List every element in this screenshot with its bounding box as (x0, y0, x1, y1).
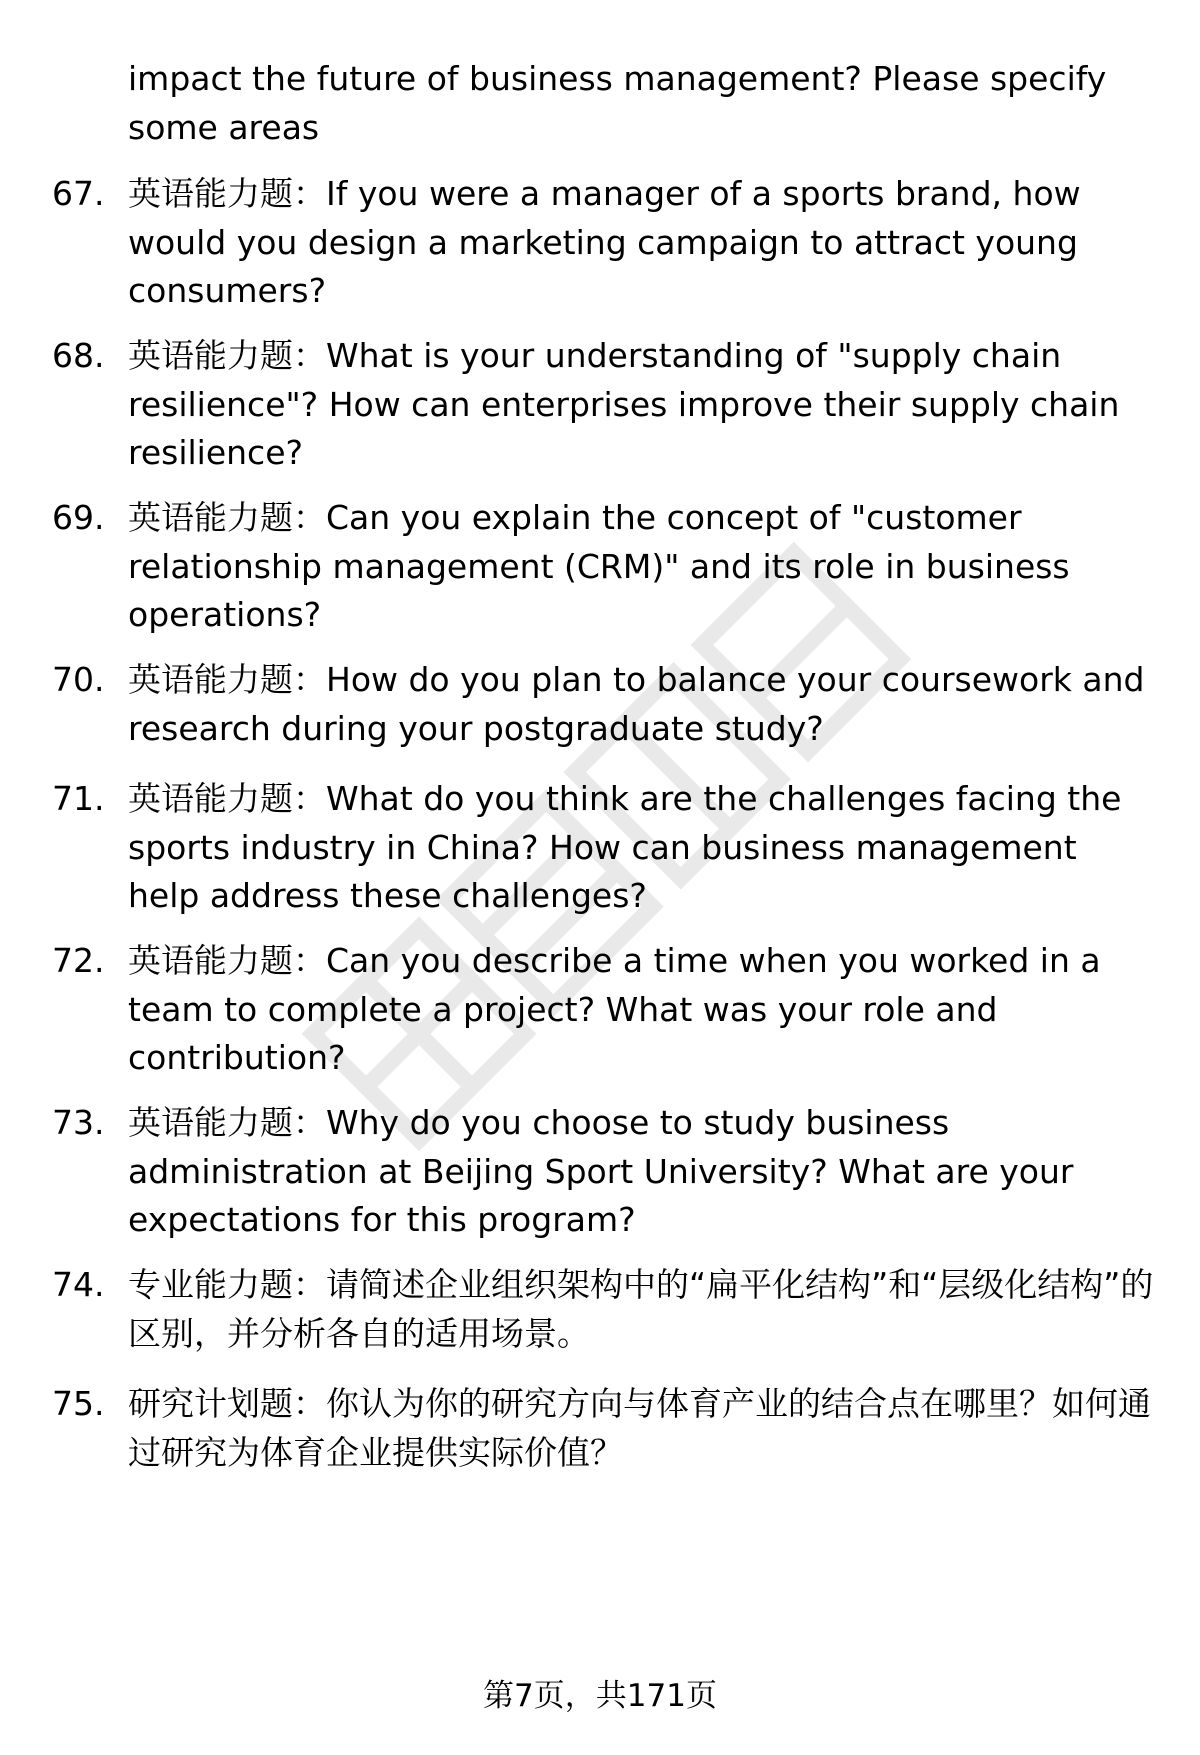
question-label: 专业能力题： (128, 1265, 326, 1304)
question-body (128, 1261, 1158, 1358)
question-body (128, 656, 1158, 753)
question-number: 75. (52, 1384, 105, 1423)
question-body (128, 1099, 1158, 1245)
question-body (128, 170, 1158, 316)
question-label: 英语能力题： (128, 660, 326, 699)
question-label: 英语能力题： (128, 336, 326, 375)
question-number: 74. (52, 1265, 105, 1304)
question-number: 69. (52, 498, 105, 537)
question-text: What is your understanding of "supply chain resilience"? How can enterprises improve their supply chain resilience? (128, 336, 1120, 472)
page-footer: 第7页，共171页 (483, 1678, 717, 1714)
question-number: 67. (52, 174, 105, 213)
question-body (128, 332, 1158, 478)
question-number: 72. (52, 941, 105, 980)
question-number: 68. (52, 336, 105, 375)
question-number: 73. (52, 1103, 105, 1142)
question-label: 英语能力题： (128, 1103, 326, 1142)
question-label: 英语能力题： (128, 779, 326, 818)
question-body (128, 937, 1158, 1083)
question-text: If you were a manager of a sports brand, how would you design a marketing campaign to attract young consumers? (128, 174, 1081, 310)
question-text: What do you think are the challenges facing the sports industry in China? How can business management help address these challenges? (128, 779, 1122, 915)
question-text: Why do you choose to study business administration at Beijing Sport University? What are your expectations for this program? (128, 1103, 1074, 1239)
question-label: 英语能力题： (128, 174, 326, 213)
question-text: 你认为你的研究方向与体育产业的结合点在哪里？如何通过研究为体育企业提供实际价值？ (128, 1384, 1151, 1472)
question-body (128, 775, 1158, 921)
carryover-text: impact the future of business management? Please specify some areas (128, 59, 1107, 147)
question-text: Can you describe a time when you worked in a team to complete a project? What was your role and contribution? (128, 941, 1101, 1077)
question-text: Can you explain the concept of "customer relationship management (CRM)" and its role in business operations? (128, 498, 1070, 634)
question-body (128, 1380, 1158, 1477)
question-number: 70. (52, 660, 105, 699)
question-label: 英语能力题： (128, 941, 326, 980)
question-label: 研究计划题： (128, 1384, 326, 1423)
question-text: How do you plan to balance your coursework and research during your postgraduate study? (128, 660, 1145, 748)
question-number: 71. (52, 779, 105, 818)
question-label: 英语能力题： (128, 498, 326, 537)
question-text: 请简述企业组织架构中的“扁平化结构”和“层级化结构”的区别，并分析各自的适用场景。 (128, 1265, 1154, 1353)
question-body (128, 494, 1158, 640)
